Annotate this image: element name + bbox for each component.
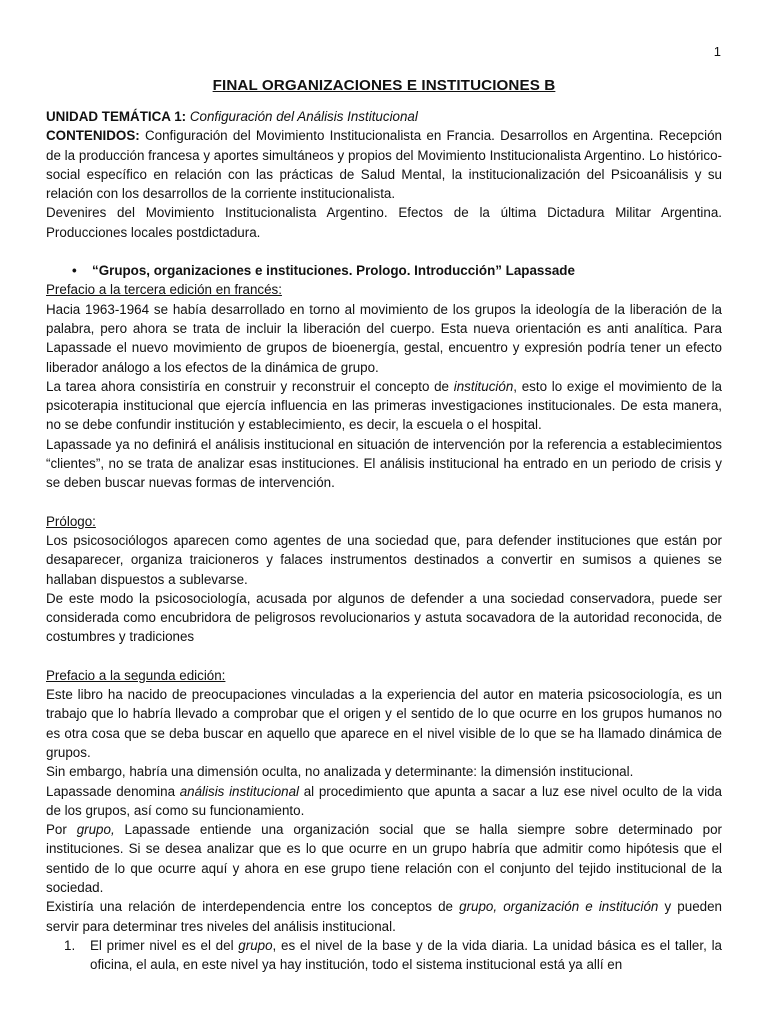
text-run: Existiría una relación de interdependencia entre los conceptos de xyxy=(46,899,460,915)
italic-run: análisis institucional xyxy=(179,783,300,799)
text-run: , esto lo exige el movimiento de la psicoterapia institucional que ejercía influencia en las primeras investigaciones institucionales. De esta manera, no se debe confundir institución y establecimiento, es decir, la escuela o el hospital. xyxy=(46,378,722,433)
text-run: , es el nivel de la base y de la vida diaria. La unidad básica es el taller, la oficina, el aula, en este nivel ya hay institución, todo el sistema institucional está ya allí en xyxy=(90,937,722,973)
second-edition-heading: Prefacio a la segunda edición: xyxy=(46,667,226,683)
document-body xyxy=(46,107,722,974)
prologue-paragraph-1: Los psicosociólogos aparecen como agentes de una sociedad que, para defender instituciones que están por desaparecer, organiza traicioneros y falaces instrumentos destinados a convertir en sumisos a quienes se hallaban dispuestos a sublevarse. xyxy=(46,532,722,587)
spacer xyxy=(46,493,722,512)
second-edition-paragraph-3 xyxy=(46,782,722,821)
levels-list xyxy=(46,936,722,975)
page-title: FINAL ORGANIZACIONES E INSTITUCIONES B xyxy=(212,77,556,94)
second-edition-paragraph-5 xyxy=(46,897,722,936)
text-run: Por xyxy=(46,822,77,838)
text-run: y pueden servir para determinar tres niveles del análisis institucional. xyxy=(46,899,722,934)
third-edition-paragraph-3: Lapassade ya no definirá el análisis institucional en situación de intervención por la referencia a establecimientos “clientes”, no se trata de analizar esas instituciones. El análisis institucional ha entrado en un periodo de crisis y se deben buscar nuevas formas de intervención. xyxy=(46,436,722,491)
contents-paragraph xyxy=(46,126,722,203)
prologue-paragraph-2: De este modo la psicosociología, acusada por algunos de defender a una sociedad conservadora, puede ser considerada como encubridora de peligrosos revolucionarios y astuta socavadora de la autoridad reconocida, de costumbres y tradiciones xyxy=(46,590,722,645)
list-item xyxy=(64,936,722,975)
unit-line xyxy=(46,107,722,126)
text-run: al procedimiento que apunta a sacar a luz ese nivel oculto de la vida de los grupos, así como su funcionamiento. xyxy=(46,783,722,818)
third-edition-paragraph-1: Hacia 1963-1964 se había desarrollado en torno al movimiento de los grupos la ideología de la liberación de la palabra, pero ahora se trata de incluir la liberación del cuerpo. Esta nueva orientación es anti analítica. Para Lapassade el nuevo movimiento de grupos de bioenergía, gestal, encuentro y expresión podría tener un efecto liberador análogo a los efectos de la dinámica de grupo. xyxy=(46,301,722,375)
text-run: Lapassade entiende una organización social que se halla siempre sobre determinado por instituciones. Si se desea analizar que es lo que ocurre en un grupo habría que admitir como hipótesis que el sentido de lo que ocurre aquí y ahora en ese grupo tiene relación con el conjunto del tejido institucional de la sociedad. xyxy=(46,822,723,895)
bullet-icon: • xyxy=(72,263,77,279)
second-edition-paragraph-1: Este libro ha nacido de preocupaciones vinculadas a la experiencia del autor en materia psicosociología, es un trabajo que lo habría llevado a comprobar que el origen y el sentido de lo que ocurre en los grupos humanos no es otra cosa que se deba buscar en aquello que aparece en el nivel visible de lo que se ha llamado dinámica de grupos. xyxy=(46,687,722,760)
bullet-text: “Grupos, organizaciones e instituciones. Prologo. Introducción” Lapassade xyxy=(92,263,575,279)
second-edition-paragraph-4 xyxy=(46,820,722,897)
unit-label: UNIDAD TEMÁTICA 1: xyxy=(46,109,187,124)
third-edition-paragraph-2 xyxy=(46,377,722,435)
italic-run: grupo xyxy=(238,937,273,953)
italic-run: grupo, xyxy=(76,822,115,838)
list-number: 1. xyxy=(64,937,76,953)
spacer xyxy=(46,242,722,261)
text-run: La tarea ahora consistiría en construir y reconstruir el concepto de xyxy=(46,378,454,394)
text-run: Lapassade denomina xyxy=(46,783,180,799)
unit-name: Configuración del Análisis Institucional xyxy=(189,109,418,124)
second-edition-paragraph-2: Sin embargo, habría una dimensión oculta, no analizada y determinante: la dimensión institucional. xyxy=(46,764,634,780)
contents-paragraph-2: Devenires del Movimiento Institucionalista Argentino. Efectos de la última Dictadura Militar Argentina. Producciones locales postdictadura. xyxy=(46,205,722,240)
contents-text: Configuración del Movimiento Institucionalista en Francia. Desarrollos en Argentina. Recepción de la producción francesa y aportes simultáneos y propios del Movimiento Institucionalista Argentino. Lo histórico-social específico en relación con las prácticas de Salud Mental, la institucionalización del Psicoanálisis y su relación con los desarrollos de la corriente institucionalista. xyxy=(46,128,722,202)
italic-run: grupo, organización e institución xyxy=(459,899,659,915)
italic-run: institución xyxy=(453,378,514,394)
spacer xyxy=(46,647,722,666)
page-number: 1 xyxy=(713,44,721,59)
third-edition-heading: Prefacio a la tercera edición en francés: xyxy=(46,282,282,298)
contents-label: CONTENIDOS: xyxy=(46,128,140,144)
list-text xyxy=(90,936,722,975)
text-run: El primer nivel es el del xyxy=(90,937,239,953)
prologue-heading: Prólogo: xyxy=(46,513,96,529)
bullet-item xyxy=(72,261,722,280)
